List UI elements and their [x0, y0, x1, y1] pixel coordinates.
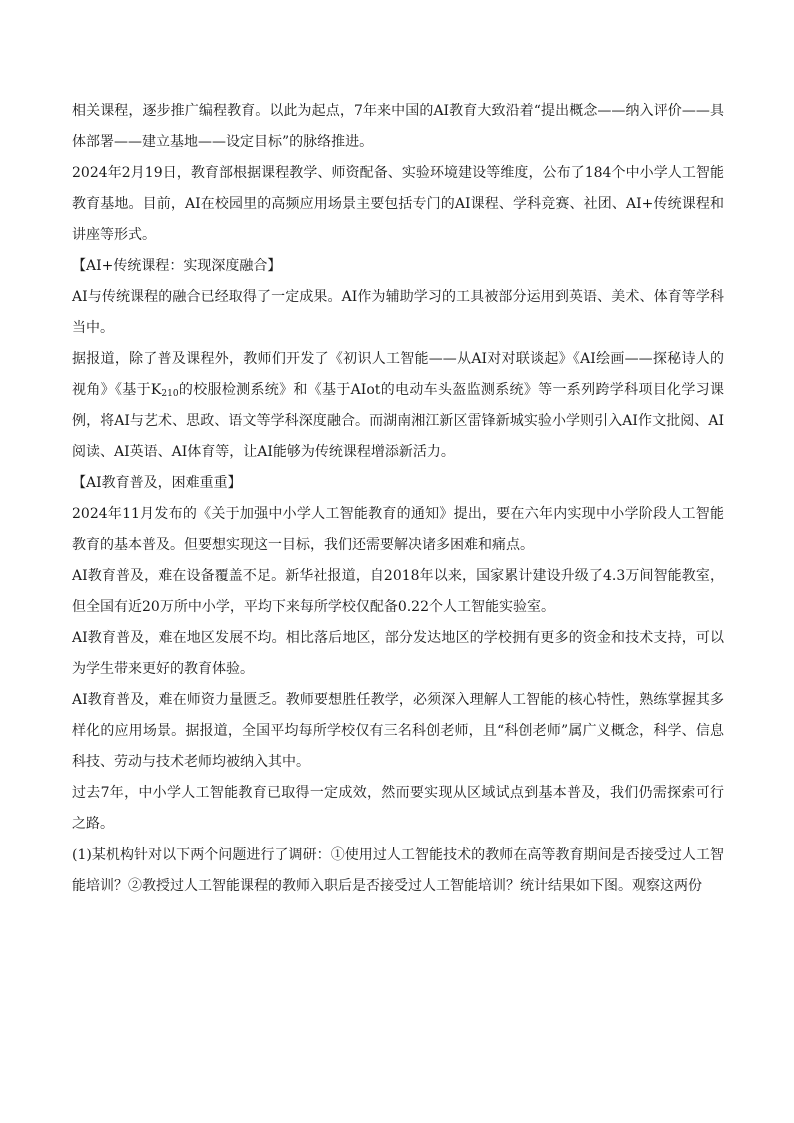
- section-heading-ai-traditional-courses: 【AI+传统课程：实现深度融合】: [72, 258, 282, 274]
- paragraph-education-bases: 2024年2月19日，教育部根据课程教学、师资配备、实验环境建设等维度，公布了184个中小学人工智能教育基地。目前，AI在校园里的高频应用场景主要包括专门的AI课程、学科竞赛、社团、AI+传统课程和讲座等形式。: [72, 165, 724, 243]
- course-examples-part-2: 的校服检测系统》和《基于AIot的电动车头盔监测系统》等一系列跨学科项目化学习课例，将AI与艺术、思政、语文等学科深度融合。而湖南湘江新区雷锋新城实验小学则引入AI作文批阅、AI阅读、AI英语、AI体育等，让AI能够为传统课程增添新活力。: [72, 382, 724, 460]
- section-heading-ai-popularization: 【AI教育普及，困难重重】: [72, 475, 242, 491]
- paragraph-summary: 过去7年，中小学人工智能教育已取得一定成效，然而要实现从区域试点到基本普及，我们仍需探索可行之路。: [72, 785, 724, 832]
- course-examples-part-1: 据报道，除了普及课程外，教师们开发了《初识人工智能——从AI对对联谈起》《AI绘画——探秘诗人的视角》《基于K: [72, 351, 724, 398]
- paragraph-course-examples: [72, 344, 724, 468]
- paragraph-question-1: (1)某机构针对以下两个问题进行了调研：①使用过人工智能技术的教师在高等教育期间是否接受过人工智能培训？②教授过人工智能课程的教师入职后是否接受过人工智能培训？统计结果如下图。观察这两份: [72, 847, 724, 894]
- paragraph-ai-integration: AI与传统课程的融合已经取得了一定成果。AI作为辅助学习的工具被部分运用到英语、美术、体育等学科当中。: [72, 289, 724, 336]
- k-subscript: 210: [161, 389, 179, 399]
- document-body: [72, 96, 724, 902]
- paragraph-policy-notice: 2024年11月发布的《关于加强中小学人工智能教育的通知》提出，要在六年内实现中小学阶段人工智能教育的基本普及。但要想实现这一目标，我们还需要解决诸多困难和痛点。: [72, 506, 724, 553]
- paragraph-intro-continuation: 相关课程，逐步推广编程教育。以此为起点，7年来中国的AI教育大致沿着“提出概念——纳入评价——具体部署——建立基地——设定目标”的脉络推进。: [72, 103, 724, 150]
- paragraph-teacher-shortage: AI教育普及，难在师资力量匮乏。教师要想胜任教学，必须深入理解人工智能的核心特性，熟练掌握其多样化的应用场景。据报道，全国平均每所学校仅有三名科创老师，且“科创老师”属广义概念，科学、信息科技、劳动与技术老师均被纳入其中。: [72, 692, 724, 770]
- paragraph-equipment-shortage: AI教育普及，难在设备覆盖不足。新华社报道，自2018年以来，国家累计建设升级了4.3万间智能教室，但全国有近20万所中小学，平均下来每所学校仅配备0.22个人工智能实验室。: [72, 568, 724, 615]
- paragraph-regional-imbalance: AI教育普及，难在地区发展不均。相比落后地区，部分发达地区的学校拥有更多的资金和技术支持，可以为学生带来更好的教育体验。: [72, 630, 724, 677]
